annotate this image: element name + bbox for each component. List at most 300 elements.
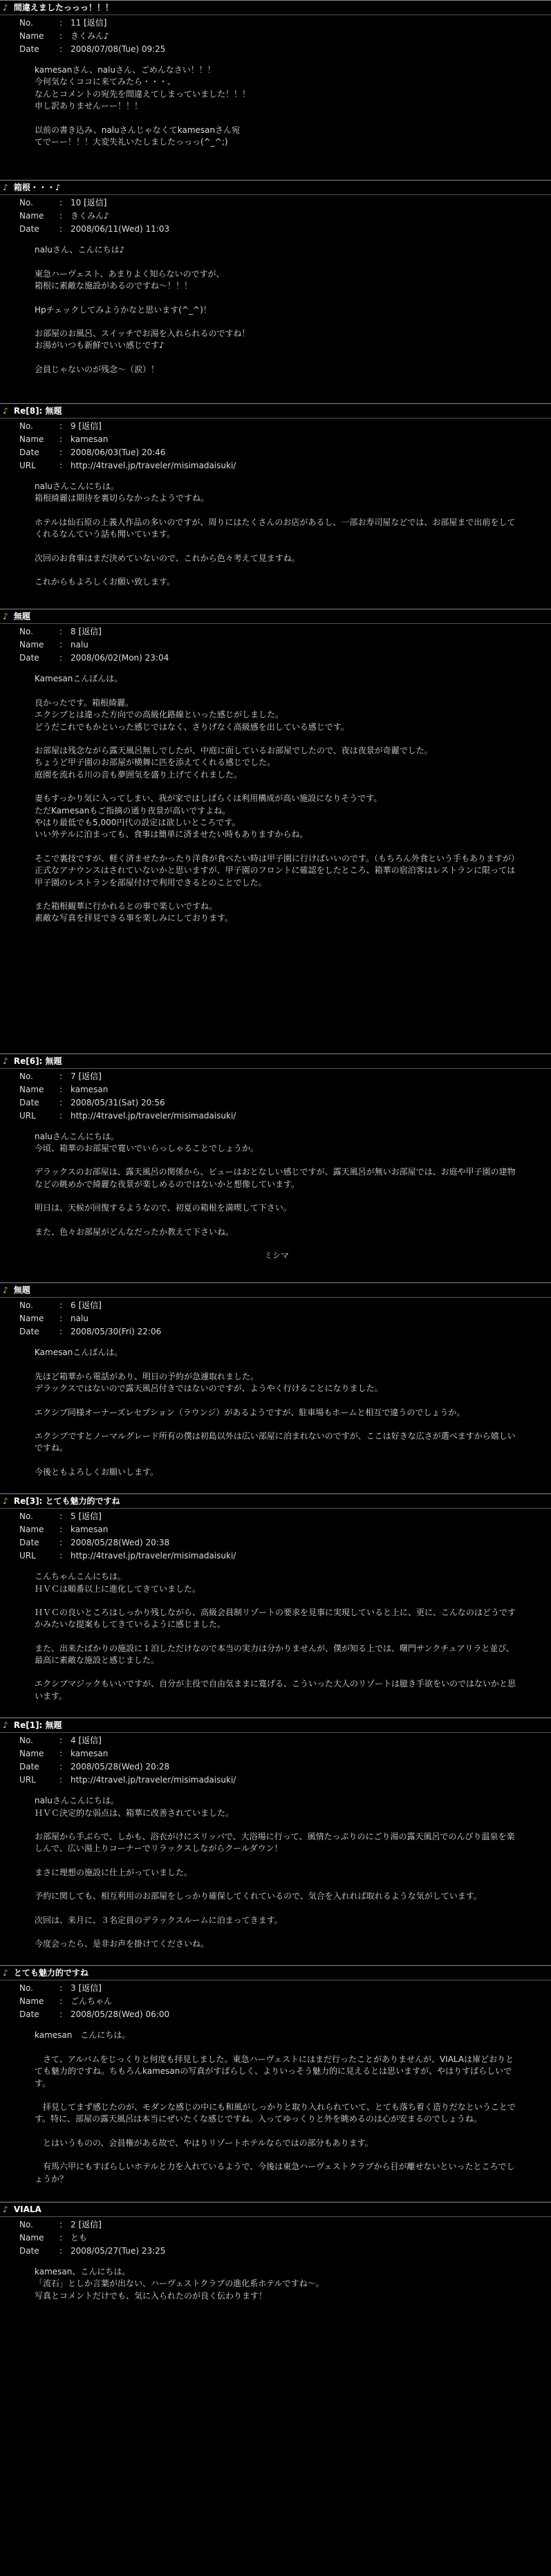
post-body-line — [35, 2090, 519, 2101]
post-body-line: naluさん、こんにちは♪ — [35, 245, 125, 255]
post-date-row — [19, 1536, 551, 1549]
post-body-line: さて、アルバムをじっくりと何度も拝見しました。東急ハーヴェストにはまだ行ったことがありませんが、VIALAは庫どおりとても魅力的ですね。ちもろんkamesanの写真がすばらしく、よりいっそう魅力的に見えるとは思いますが、やはりすばらしいです。 — [35, 2054, 514, 2088]
date-label: Date — [19, 1762, 39, 1772]
post-body-line: とはいうものの、会員権がある故で、やはりリゾートホテルならではの部分もあります。 — [35, 2137, 373, 2148]
post-title: Re[6]: 無題 — [13, 1056, 62, 1066]
post-meta — [0, 195, 551, 236]
colon: : — [59, 1525, 63, 1535]
post-name-row — [19, 210, 551, 223]
post-number: 10 — [71, 198, 82, 208]
colon: : — [59, 198, 63, 208]
post-body-line: エクシブとは違った方向での高級化路線といった感じがしました。 — [35, 710, 284, 720]
post-body-line — [35, 889, 519, 901]
colon: : — [59, 1538, 63, 1548]
post-body-line: 「流石」としか言葉が出ない、ハーヴェストクラブの進化系ホテルですね〜。 — [35, 2279, 324, 2289]
reply-link[interactable]: [返信] — [78, 1300, 102, 1311]
reply-link[interactable]: [返信] — [78, 627, 102, 637]
post-body-line: いい外テルに泊まっても、食事は簡単に済ませたい時もありますからね。 — [35, 829, 308, 840]
post-title-bar — [0, 1, 551, 15]
post-title: 無題 — [13, 1285, 30, 1296]
author-url-link[interactable]: http://4travel.jp/traveler/misimadaisuki/ — [71, 1110, 236, 1121]
reply-link[interactable]: [返信] — [78, 1071, 102, 1081]
post-name-row — [19, 30, 551, 43]
post-body-line: 予約に関しても、相互利用のお部屋をしっかり確保してくれているので、気合を入れれば取れるような気がしています。 — [35, 1891, 482, 1902]
post-body-line: エクシブマジックもいいですが、自分が主役で自由気ままに寛げる、こういった大人のリゾートは臆き手欲をいのではないかと思います。 — [35, 1679, 516, 1701]
music-note-icon: ♪ — [3, 1056, 8, 1066]
author-name: kamesan — [71, 1749, 109, 1759]
colon: : — [59, 448, 63, 458]
name-label: Name — [19, 640, 44, 650]
post-body-line: 良かったです。箱根綺麗。 — [35, 697, 134, 708]
post-body-line: どうだこれでもかといった感じではなく、さりげなく高級感を出している感じです。 — [35, 721, 349, 732]
colon: : — [59, 1084, 63, 1094]
post-body-line — [35, 2149, 519, 2161]
post-number-row — [19, 17, 551, 30]
post-body-line — [35, 1903, 519, 1915]
colon: : — [59, 1551, 63, 1561]
post-meta — [0, 624, 551, 665]
post-title: Re[3]: とても魅力的ですね — [13, 1496, 120, 1507]
post-date: 2008/05/28(Wed) 20:28 — [71, 1762, 170, 1772]
name-label: Name — [19, 434, 44, 445]
post-body — [35, 1131, 519, 1262]
colon: : — [59, 1327, 63, 1337]
post-body-line — [35, 1154, 519, 1166]
colon: : — [59, 1511, 63, 1522]
bbs-post — [0, 2202, 551, 2302]
post-body-line: エクシブですとノーマルグレード所有の僕は初島以外は広い部屋に泊まれないのですが、ここは好きな広さが選べますから嬉しいですね。 — [35, 1430, 516, 1453]
post-meta — [0, 1298, 551, 1338]
post-number-row — [19, 1299, 551, 1312]
post-number: 6 — [71, 1300, 76, 1311]
post-name-row — [19, 2232, 551, 2245]
post-title: 無題 — [13, 611, 30, 622]
post-number: 5 — [71, 1511, 76, 1522]
post-number: 7 — [71, 1071, 76, 1081]
post-body-line — [35, 1359, 519, 1371]
post-body-line: kamesanさん、naluさん、ごめんなさい！！！ — [35, 65, 216, 75]
post-body-line: 先ほど箱華から電話があり、明日の予約が急遽取れました。 — [35, 1371, 259, 1381]
bbs-post — [0, 403, 551, 609]
post-body-line: なんとコメントの宛先を間違えてしまっていました！！！ — [35, 89, 251, 99]
music-note-icon: ♪ — [3, 2204, 8, 2214]
post-date: 2008/07/08(Tue) 09:25 — [71, 44, 166, 54]
post-body-line: Hpチェックしてみようかなと思います(^_^)！ — [35, 304, 212, 315]
date-label: Date — [19, 224, 39, 234]
post-meta — [0, 15, 551, 56]
post-body-line — [35, 564, 519, 576]
post-meta — [0, 418, 551, 472]
url-label: URL — [19, 1110, 36, 1121]
author-name: nalu — [71, 640, 88, 650]
post-title-bar — [0, 1283, 551, 1298]
post-body — [35, 1795, 519, 1950]
colon: : — [59, 1996, 63, 2007]
post-number: 2 — [71, 2219, 76, 2229]
bbs-post — [0, 1054, 551, 1283]
post-date-row — [19, 43, 551, 56]
post-date: 2008/06/02(Mon) 23:04 — [71, 653, 169, 663]
author-url-link[interactable]: http://4travel.jp/traveler/misimadaisuki/ — [71, 1551, 236, 1561]
post-body-line: ＨＶＣは順番以上に進化してきていました。 — [35, 1583, 201, 1594]
colon: : — [59, 211, 63, 221]
date-label: Date — [19, 44, 39, 54]
post-body-line: 今後ともよろしくお願いします。 — [35, 1466, 159, 1477]
post-number-row — [19, 625, 551, 638]
post-body-line: これからもよろしくお願い致します。 — [35, 577, 176, 587]
post-meta — [0, 1509, 551, 1563]
post-body-line: 次回のお食事はまだ決めていないので、これから色々考えて見ますね。 — [35, 553, 300, 563]
post-number: 4 — [71, 1736, 76, 1746]
post-title: 間違えましたっっっ！！！ — [13, 3, 113, 12]
post-name-row — [19, 1995, 551, 2008]
post-title-bar — [0, 181, 551, 195]
post-body-line: Kamesanこんばんは。 — [35, 674, 123, 684]
post-number-row — [19, 2218, 551, 2232]
post-date: 2008/05/31(Sat) 20:56 — [71, 1097, 165, 1107]
name-label: Name — [19, 211, 44, 221]
colon: : — [59, 44, 63, 54]
post-body — [35, 2266, 519, 2302]
post-name-row — [19, 1523, 551, 1536]
post-body-line: 東急ハーヴェスト、あまりよく知らないのですが、 — [35, 268, 225, 279]
colon: : — [59, 18, 63, 28]
post-url-row — [19, 1110, 551, 1123]
name-label: Name — [19, 1996, 44, 2007]
number-label: No. — [19, 198, 33, 208]
post-meta — [0, 1980, 551, 2021]
post-date-row — [19, 2008, 551, 2021]
colon: : — [59, 627, 63, 637]
post-body-line: ただKamesanもご指摘の通り夜景が高いですよね。 — [35, 805, 231, 816]
post-name-row — [19, 1312, 551, 1325]
post-title-bar — [0, 609, 551, 624]
post-number: 3 — [71, 1983, 76, 1994]
post-body-line — [35, 2042, 519, 2054]
post-date: 2008/05/30(Fri) 22:06 — [71, 1327, 162, 1337]
url-label: URL — [19, 1775, 36, 1785]
post-date-row — [19, 652, 551, 665]
bbs-post — [0, 609, 551, 1053]
post-body-line — [35, 1238, 519, 1250]
post-title: 箱根・・・♪ — [13, 183, 61, 193]
post-number-row — [19, 1510, 551, 1523]
post-body-line — [35, 1879, 519, 1890]
post-body-line: kamesan、こんにちは。 — [35, 2266, 131, 2276]
colon: : — [59, 1071, 63, 1081]
post-body-line — [35, 1190, 519, 1202]
post-name-row — [19, 1083, 551, 1096]
author-name: きくみん♪ — [71, 211, 109, 221]
bbs-post — [0, 1718, 551, 1965]
post-body-line: 有馬六甲にもすばらしいホテルと力を入れているようで、今後は東急ハーヴェストクラブから目が離せないといったところでしょうか？ — [35, 2162, 515, 2184]
name-label: Name — [19, 1749, 44, 1759]
post-body-line: エクシブ同様オーナーズレセプション（ラウンジ）があるようですが、駐車場もホームと相互で違うのでしょうか。 — [35, 1407, 465, 1417]
post-date: 2008/06/11(Wed) 11:03 — [71, 224, 170, 234]
bbs-post — [0, 1282, 551, 1493]
post-title-bar — [0, 404, 551, 418]
post-body-line: naluさんこんにちは。 — [35, 1796, 119, 1806]
colon: : — [59, 31, 63, 41]
post-title: VIALA — [13, 2204, 41, 2214]
post-body-line — [35, 841, 519, 853]
post-body-line — [35, 1855, 519, 1867]
post-date-row — [19, 446, 551, 459]
reply-link[interactable]: [返信] — [78, 1736, 102, 1746]
post-date-row — [19, 2245, 551, 2258]
post-date-row — [19, 1096, 551, 1110]
post-body-line — [35, 1631, 519, 1643]
post-title: Re[1]: 無題 — [13, 1720, 62, 1731]
post-body-line — [35, 1395, 519, 1407]
colon: : — [59, 1762, 63, 1772]
music-note-icon: ♪ — [3, 1720, 8, 1731]
colon: : — [59, 1749, 63, 1759]
post-url-row — [19, 459, 551, 472]
post-date: 2008/05/28(Wed) 06:00 — [71, 2009, 170, 2020]
post-name-row — [19, 638, 551, 652]
post-number-row — [19, 1734, 551, 1747]
post-url-row — [19, 1549, 551, 1563]
date-label: Date — [19, 2009, 39, 2020]
post-body-line — [35, 781, 519, 793]
name-label: Name — [19, 31, 44, 41]
url-label: URL — [19, 461, 36, 471]
post-title-bar — [0, 1054, 551, 1069]
date-label: Date — [19, 1538, 39, 1548]
post-body-line: 次回は、来月に、３名定員のデラックスルームに泊まってきます。 — [35, 1915, 283, 1925]
author-name: kamesan — [71, 434, 109, 445]
post-body-line — [35, 686, 519, 697]
author-url-link[interactable]: http://4travel.jp/traveler/misimadaisuki/ — [71, 461, 236, 471]
post-number-row — [19, 420, 551, 433]
author-name: kamesan — [71, 1525, 109, 1535]
post-body-line: デラックスではないので露天風呂付きではないのですが、ようやく行けることになりました。 — [35, 1383, 383, 1394]
reply-link[interactable]: [返信] — [78, 1983, 102, 1994]
post-body-line: お部屋は残念ながら露天風呂無しでしたが、中庭に面しているお部屋でしたので、夜は夜景が奇麗でした。 — [35, 745, 433, 755]
author-name: きくみん♪ — [71, 31, 109, 41]
author-name: とも — [71, 2232, 88, 2243]
post-body-line: kamesan こんにちは。 — [35, 2030, 131, 2041]
colon: : — [59, 1736, 63, 1746]
post-title-bar — [0, 2202, 551, 2217]
name-label: Name — [19, 1084, 44, 1094]
post-body-line — [35, 505, 519, 517]
post-body-line: 写真とコメントだけでも、気に入られたのが良く伝わります！ — [35, 2290, 268, 2301]
colon: : — [59, 1300, 63, 1311]
post-body-line: また、色々お部屋がどんなだったか教えて下さいね。 — [35, 1226, 234, 1237]
post-title-bar — [0, 1718, 551, 1733]
post-body-line — [35, 293, 519, 304]
author-name: nalu — [71, 1314, 88, 1324]
post-body-line: ＨＶＣの良いところはしっかり残しながら、高級会員制リゾートの要求を見事に実現していると上に、更に、こんなのはどうですかみたいな提案もしてきているように感じました。 — [35, 1607, 516, 1630]
number-label: No. — [19, 2219, 33, 2229]
author-url-link[interactable]: http://4travel.jp/traveler/misimadaisuki/ — [71, 1775, 236, 1785]
reply-link[interactable]: [返信] — [84, 18, 107, 28]
music-note-icon: ♪ — [3, 1968, 8, 1978]
post-body-line — [35, 1595, 519, 1607]
reply-link[interactable]: [返信] — [78, 1511, 102, 1522]
post-body-line — [35, 2126, 519, 2137]
post-body-line — [35, 733, 519, 745]
post-number-row — [19, 1982, 551, 1995]
number-label: No. — [19, 1071, 33, 1081]
bbs-post — [0, 1965, 551, 2202]
number-label: No. — [19, 627, 33, 637]
reply-link[interactable]: [返信] — [78, 421, 102, 432]
post-body-line: naluさんこんにちは。 — [35, 1131, 119, 1141]
post-body-line: 以前の書き込み、naluさんじゃなくてkamesanさん宛 — [35, 125, 240, 135]
date-label: Date — [19, 653, 39, 663]
bbs-post — [0, 1493, 551, 1718]
post-body — [35, 2030, 519, 2185]
post-body-line: また箱根観華に行かれるとの事で楽しいですね。 — [35, 901, 218, 911]
post-url-row — [19, 1774, 551, 1787]
music-note-icon: ♪ — [3, 1496, 8, 1507]
post-title: Re[8]: 無題 — [13, 406, 62, 416]
post-date-row — [19, 1325, 551, 1338]
post-body-line: 今何気なくココに来てみたら・・・、 — [35, 77, 176, 87]
music-note-icon: ♪ — [3, 183, 8, 193]
number-label: No. — [19, 1736, 33, 1746]
colon: : — [59, 224, 63, 234]
post-body — [35, 673, 519, 924]
post-number-row — [19, 196, 551, 210]
post-body-line — [35, 1419, 519, 1430]
post-body-line: 正式なアナウンスはされていないかと思いますが、甲子園のフロントに確認をしたところ、箱華の宿泊客はレストランに限っては甲子園のレストランを部屋付けで利用できるとのことでした。 — [35, 865, 516, 887]
bbs-post — [0, 0, 551, 180]
post-body-line: 明日は、天候が回復するようなので、初夏の箱根を満喫して下さい。 — [35, 1203, 292, 1213]
name-label: Name — [19, 1314, 44, 1324]
date-label: Date — [19, 1097, 39, 1107]
colon: : — [59, 421, 63, 432]
post-body — [35, 1571, 519, 1702]
post-number-row — [19, 1070, 551, 1083]
author-name: ごんちゃん — [71, 1996, 113, 2007]
post-body-line — [35, 257, 519, 268]
colon: : — [59, 1775, 63, 1785]
colon: : — [59, 2232, 63, 2243]
colon: : — [59, 1983, 63, 1994]
post-body-line: 会員じゃないのが残念〜（涙）！ — [35, 364, 160, 374]
post-body-line: やはり最低でも5,000円代の設定は欲しいところです。 — [35, 817, 241, 827]
reply-link[interactable]: [返信] — [84, 198, 107, 208]
colon: : — [59, 2219, 63, 2229]
post-date: 2008/06/03(Tue) 20:46 — [71, 448, 166, 458]
post-number: 11 — [71, 18, 82, 28]
post-body-line — [35, 541, 519, 553]
post-body-line: 箱根に素敵な施設があるのですね〜！！！ — [35, 281, 193, 291]
post-body-line: 素敵な写真を拝見できる事を楽しみにしております。 — [35, 913, 234, 923]
music-note-icon: ♪ — [3, 1285, 8, 1296]
colon: : — [59, 1314, 63, 1324]
number-label: No. — [19, 1511, 33, 1522]
reply-link[interactable]: [返信] — [78, 2219, 102, 2229]
number-label: No. — [19, 1300, 33, 1311]
post-meta — [0, 1733, 551, 1787]
post-title-bar — [0, 1966, 551, 1980]
post-body-line: 庭園を流れる川の音も夢囲気を盛り上げてくれました。 — [35, 769, 243, 780]
music-note-icon: ♪ — [3, 406, 8, 416]
colon: : — [59, 640, 63, 650]
post-date: 2008/05/27(Tue) 23:25 — [71, 2245, 166, 2256]
post-body-line: てでーー！！！大変失礼いたしましたっっっ(^_^;) — [35, 136, 228, 147]
post-name-row — [19, 433, 551, 446]
post-body-line: ちょうど甲子園のお部屋が横舞に匹を添えてくれる感じでした。 — [35, 757, 276, 768]
music-note-icon: ♪ — [3, 3, 8, 12]
post-body — [35, 1347, 519, 1478]
post-body — [35, 244, 519, 376]
post-title-bar — [0, 1494, 551, 1509]
post-body-line: ミシマ — [263, 1251, 289, 1261]
post-number: 8 — [71, 627, 76, 637]
colon: : — [59, 2009, 63, 2020]
post-body-line: ＨＶＣ決定的な弱点は、箱華に改善されていました。 — [35, 1807, 234, 1818]
colon: : — [59, 2245, 63, 2256]
post-body-line — [35, 113, 519, 125]
post-body-line: ホテルは仙石原の上義人作品の多いのですが、周りにはたくさんのお店があるし、一部お寿司屋などでは、お部屋まで出前をしてくれるなんていう話も聞いています。 — [35, 517, 516, 540]
post-meta — [0, 2217, 551, 2258]
post-number: 9 — [71, 421, 76, 432]
post-body-line: Kamesanこんばんは。 — [35, 1347, 123, 1358]
post-date-row — [19, 1760, 551, 1774]
post-body — [35, 64, 519, 148]
post-body-line — [35, 1819, 519, 1831]
post-body-line — [35, 316, 519, 328]
post-body-line: お部屋のお風呂、スイッチでお湯を入れられるのですね！ — [35, 328, 250, 338]
post-body-line: まさに理想の施設に仕上がっていました。 — [35, 1867, 193, 1877]
post-title: とても魅力的ですね — [13, 1968, 88, 1978]
post-body-line: また、出来たばかりの施設に１泊しただけなので本当の実力は分かりませんが、僕が知る上では、曙門サンクチュアリラと並び、最高に素敵な施設と感じました。 — [35, 1643, 514, 1666]
post-body-line: 今頃、箱華のお部屋で寛いでいらっしゃることでしょうか。 — [35, 1143, 259, 1154]
post-body-line: こんちゃんこんにちは。 — [35, 1572, 127, 1582]
colon: : — [59, 1097, 63, 1107]
post-body-line: お湯がいつも新鮮でいい感じです♪ — [35, 340, 165, 351]
name-label: Name — [19, 1525, 44, 1535]
post-body-line: そこで裏技ですが、軽く済ませたかったり洋食が食べたい時は甲子園に行けばいいのです。（もちろん外食という手もありますが） — [35, 853, 520, 863]
colon: : — [59, 653, 63, 663]
post-meta — [0, 1069, 551, 1123]
post-body-line — [35, 1215, 519, 1226]
post-body-line — [35, 1926, 519, 1938]
post-body — [35, 481, 519, 588]
colon: : — [59, 1110, 63, 1121]
post-name-row — [19, 1747, 551, 1760]
post-body-line: 申し訳ありませんーー！！！ — [35, 101, 143, 111]
date-label: Date — [19, 2245, 39, 2256]
colon: : — [59, 461, 63, 471]
post-body-line: 妻もすっかり気に入ってしまい、我が家ではしばらくは利用構成が高い施設になりそうです。 — [35, 793, 382, 804]
author-name: kamesan — [71, 1084, 109, 1094]
post-body-line: 拝見してまず感じたのが、モダンな感じの中にも和風がしっかりと取り入れられていて、とても落ち着く造りだなということです。特に、部屋の露天風呂は本当にぜいたくな感じですね。入ってゆっくりと外を眺めるのは心が安まるのでしょうね。 — [35, 2101, 516, 2124]
number-label: No. — [19, 421, 33, 432]
name-label: Name — [19, 2232, 44, 2243]
bbs-post — [0, 180, 551, 403]
colon: : — [59, 434, 63, 445]
post-date: 2008/05/28(Wed) 20:38 — [71, 1538, 170, 1548]
post-body-line: デラックスのお部屋は、露天風呂の関係から、ビューはおとなしい感じですが、露天風呂が無いお部屋では、お庭や甲子園の建物などの眺めかで綺麗な夜景が楽しめるのではないかと想像しています。 — [35, 1167, 516, 1189]
post-body-line: 箱根綺麗は期待を裏切らなかったようですね。 — [35, 493, 209, 504]
post-date-row — [19, 223, 551, 236]
post-body-line — [35, 352, 519, 364]
post-body-line: naluさんこんにちは。 — [35, 481, 119, 492]
url-label: URL — [19, 1551, 36, 1561]
date-label: Date — [19, 448, 39, 458]
date-label: Date — [19, 1327, 39, 1337]
post-body-line — [35, 1666, 519, 1678]
number-label: No. — [19, 1983, 33, 1994]
post-body-line — [35, 1455, 519, 1466]
